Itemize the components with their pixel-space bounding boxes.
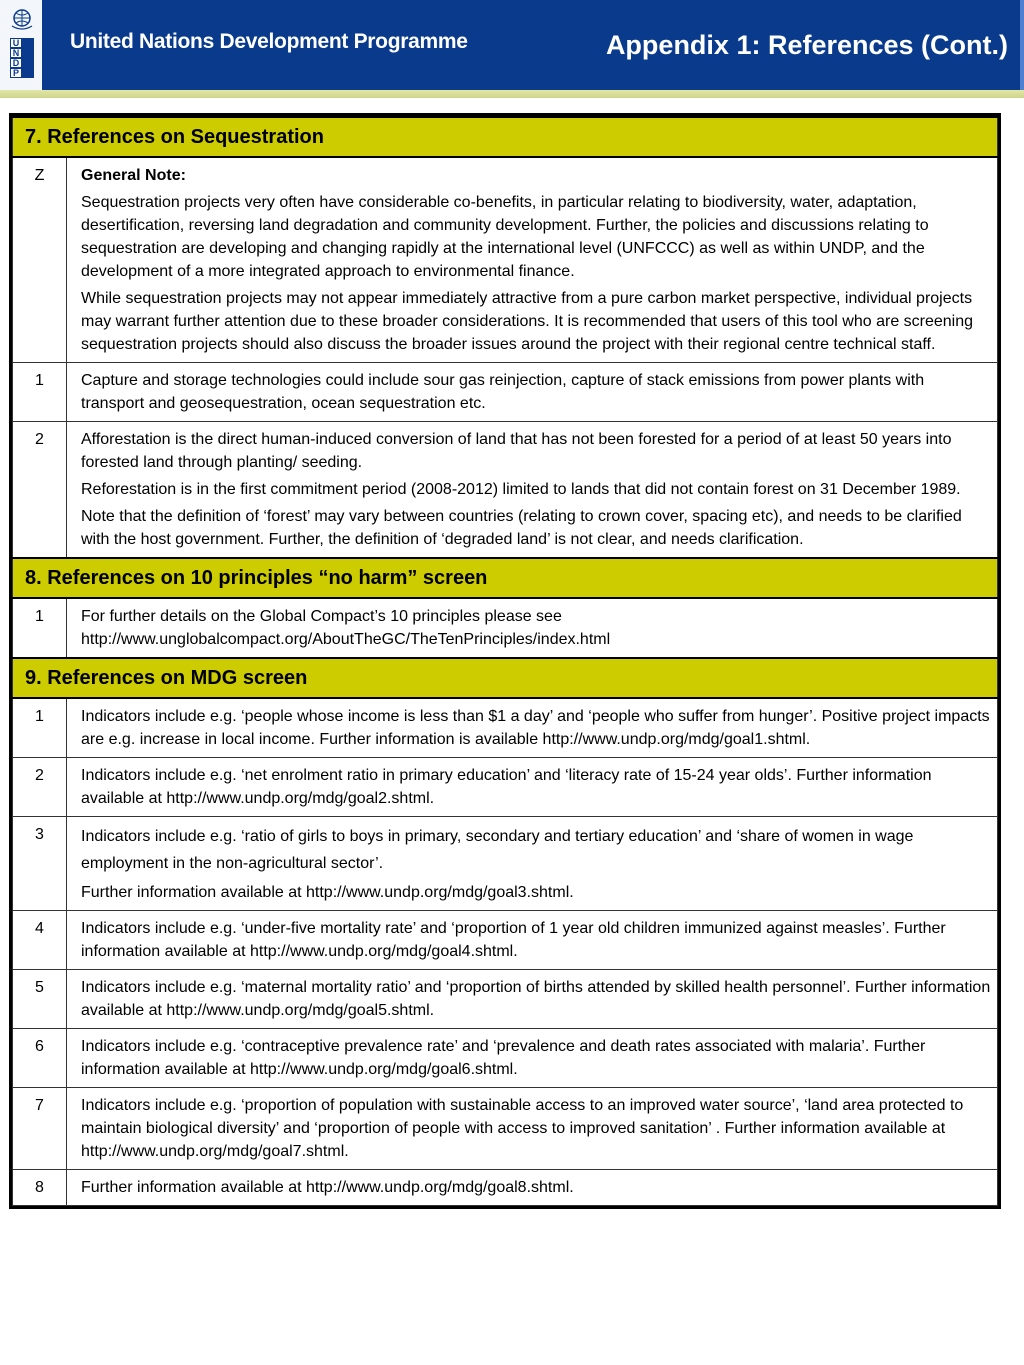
reference-text: Indicators include e.g. ‘under-five mortality rate’ and ‘proportion of 1 year old children immunized against measles’. Further information available at http://www.undp.org/mdg/goal4.shtml. <box>81 920 946 960</box>
page-header <box>0 0 1024 90</box>
undp-logo-letters <box>10 38 34 78</box>
reference-text: Indicators include e.g. ‘people whose income is less than $1 a day’ and ‘people who suffer from hunger’. Positive project impacts are e.g. increase in local income. Further information is available http://www.undp.org/mdg/goal1.shtml. <box>81 708 990 748</box>
table-row <box>13 1088 998 1170</box>
table-row <box>13 598 998 658</box>
reference-text: Afforestation is the direct human-induced conversion of land that has not been forested for a period of at least 50 years into forested land through planting/ seeding. <box>81 431 952 471</box>
reference-text: Indicators include e.g. ‘net enrolment ratio in primary education’ and ‘literacy rate of 15-24 year olds’. Further information available at http://www.undp.org/mdg/goal2.shtml. <box>81 767 932 807</box>
table-row <box>13 1170 998 1206</box>
row-content <box>67 758 998 817</box>
reference-text: While sequestration projects may not appear immediately attractive from a pure carbon market perspective, individual projects may warrant further attention due to these broader considerations. It is recommended that users of this tool who are screening sequestration projects should also discuss the broader issues around the project with their regional centre technical staff. <box>81 290 974 353</box>
reference-text: Note that the definition of ‘forest’ may vary between countries (relating to crown cover, spacing etc), and needs to be clarified with the host government. Further, the definition of ‘degraded land’ is not clear, and needs clarification. <box>81 508 962 548</box>
row-number: 1 <box>13 598 67 658</box>
note-heading: General Note: <box>81 167 186 184</box>
section-title: 8. References on 10 principles “no harm” screen <box>13 558 998 598</box>
row-content <box>67 1170 998 1206</box>
row-number: 5 <box>13 970 67 1029</box>
undp-logo <box>0 0 44 90</box>
table-row <box>13 363 998 422</box>
reference-text: Further information available at http://www.undp.org/mdg/goal8.shtml. <box>81 1179 574 1196</box>
row-content <box>67 911 998 970</box>
row-number: 1 <box>13 698 67 758</box>
table-row <box>13 422 998 559</box>
row-number: 2 <box>13 422 67 559</box>
reference-text: Indicators include e.g. ‘proportion of population with sustainable access to an improved water source’, ‘land area protected to maintain biological diversity’ and ‘proportion of people with access to improved sanitation’ . Further information available at http://www.undp.org/mdg/goal7.shtml. <box>81 1097 964 1160</box>
section-title: 9. References on MDG screen <box>13 658 998 698</box>
row-number: 6 <box>13 1029 67 1088</box>
reference-text: Sequestration projects very often have considerable co-benefits, in particular relating to biodiversity, water, adaptation, desertification, reversing land degradation and community development. Further, the policies and discussions relating to sequestration are developing and changing rapidly at the international level (UNFCCC) as well as within UNDP, and the development of a more integrated approach to environmental finance. <box>81 194 929 280</box>
row-number: 7 <box>13 1088 67 1170</box>
row-number: Z <box>13 157 67 363</box>
row-number: 2 <box>13 758 67 817</box>
reference-text: Indicators include e.g. ‘contraceptive prevalence rate’ and ‘prevalence and death rates associated with malaria’. Further information available at http://www.undp.org/mdg/goal6.shtml. <box>81 1038 926 1078</box>
row-content <box>67 817 998 911</box>
table-row <box>13 758 998 817</box>
row-number: 4 <box>13 911 67 970</box>
row-content <box>67 422 998 559</box>
reference-text: Further information available at http://www.undp.org/mdg/goal3.shtml. <box>81 884 574 901</box>
row-content <box>67 363 998 422</box>
row-content <box>67 698 998 758</box>
row-number: 8 <box>13 1170 67 1206</box>
logo-letter: N <box>10 48 22 58</box>
row-content <box>67 598 998 658</box>
reference-text: Reforestation is in the first commitment period (2008-2012) limited to lands that did not contain forest on 31 December 1989. <box>81 481 961 498</box>
reference-text: Indicators include e.g. ‘ratio of girls to boys in primary, secondary and tertiary education’ and ‘share of women in wage employment in the non-agricultural sector’. <box>81 828 914 872</box>
un-emblem-icon <box>9 8 35 30</box>
logo-letter: U <box>10 38 22 48</box>
references-table <box>9 113 1001 1209</box>
row-content <box>67 1088 998 1170</box>
section-header <box>13 117 998 157</box>
row-number: 1 <box>13 363 67 422</box>
reference-text: Indicators include e.g. ‘maternal mortality ratio’ and ‘proportion of births attended by skilled health personnel’. Further information available at http://www.undp.org/mdg/goal5.shtml. <box>81 979 991 1019</box>
row-content <box>67 970 998 1029</box>
organization-name: United Nations Development Programme <box>70 30 468 53</box>
row-content <box>67 157 998 363</box>
section-title: 7. References on Sequestration <box>13 117 998 157</box>
row-content <box>67 1029 998 1088</box>
header-divider <box>0 90 1024 98</box>
page-title: Appendix 1: References (Cont.) <box>605 30 1008 60</box>
table-row <box>13 157 998 363</box>
logo-letter: D <box>10 58 22 68</box>
logo-letter: P <box>10 68 22 78</box>
table-row <box>13 1029 998 1088</box>
table-row <box>13 698 998 758</box>
reference-text: Capture and storage technologies could include sour gas reinjection, capture of stack emissions from power plants with transport and geosequestration, ocean sequestration etc. <box>81 372 925 412</box>
table-row <box>13 970 998 1029</box>
table-row <box>13 911 998 970</box>
table-row <box>13 817 998 911</box>
section-header <box>13 558 998 598</box>
section-header <box>13 658 998 698</box>
reference-text: For further details on the Global Compact’s 10 principles please see http://www.unglobalcompact.org/AboutTheGC/TheTenPrinciples/index.html <box>81 608 611 648</box>
row-number: 3 <box>13 817 67 911</box>
